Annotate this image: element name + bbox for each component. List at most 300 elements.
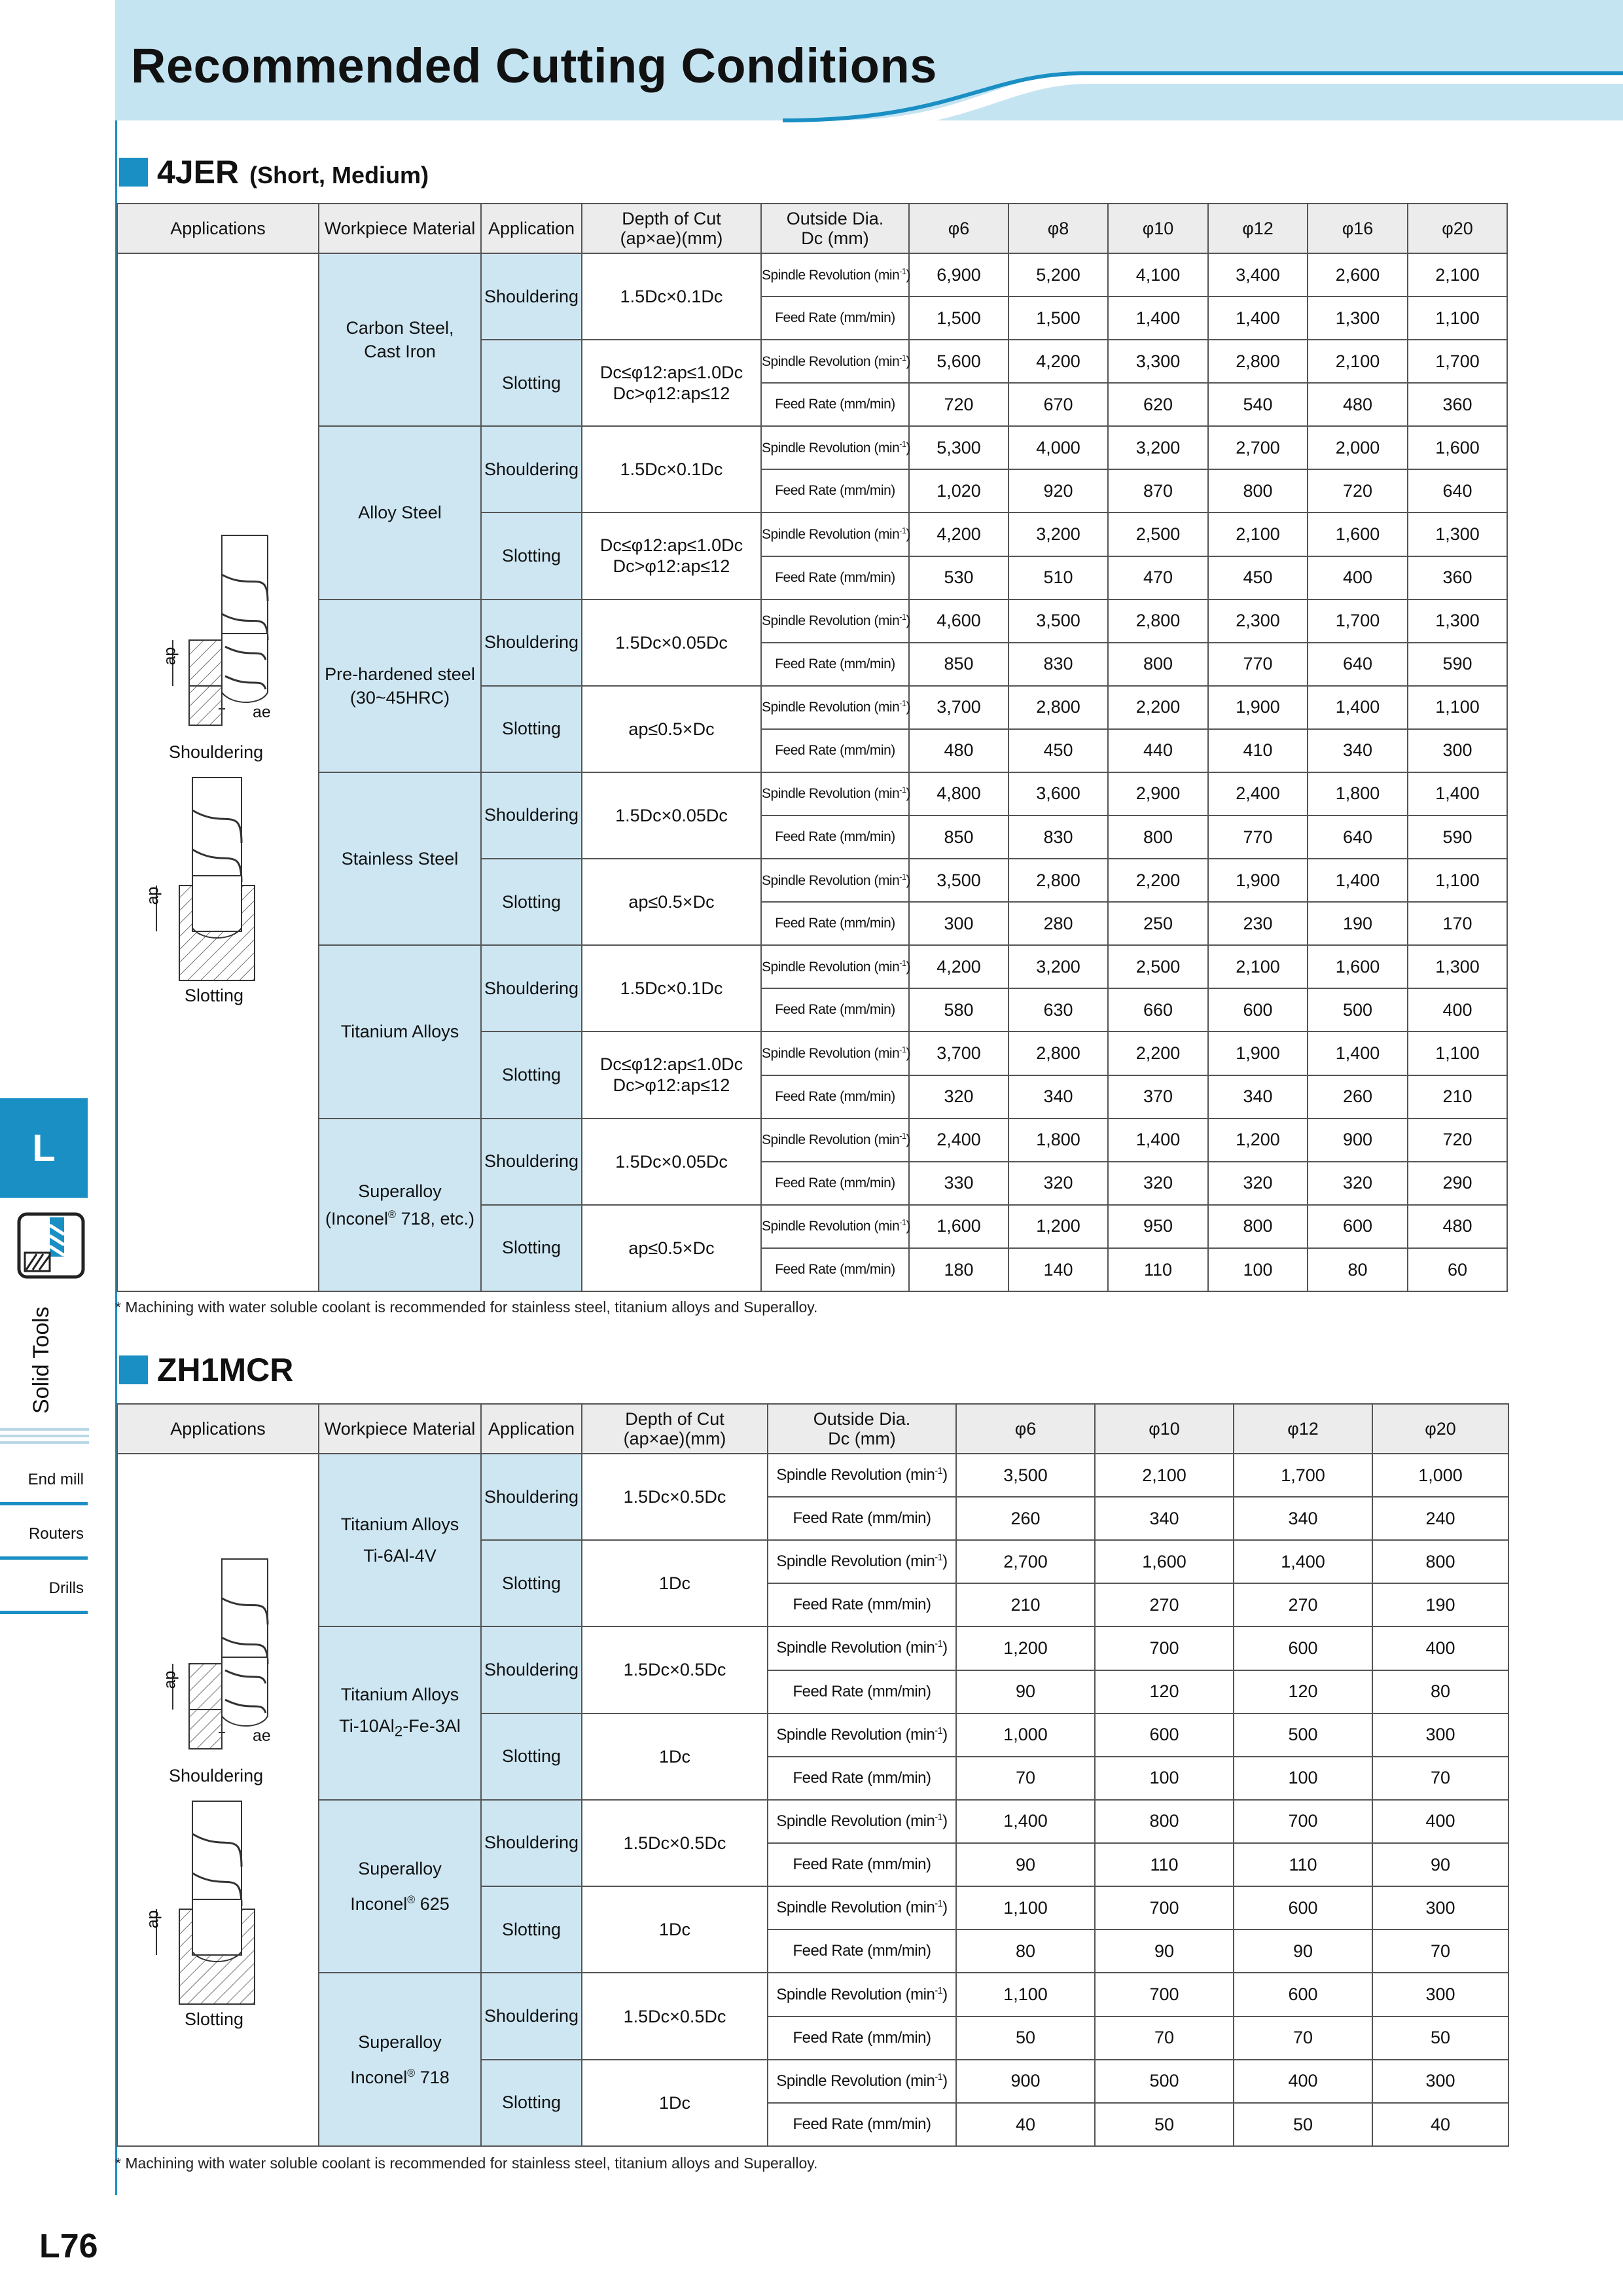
header-applications: Applications (117, 204, 319, 253)
depth-of-cut-cell (582, 512, 761, 599)
label-end: ) (942, 1639, 948, 1657)
header-diameter: φ6 (956, 1404, 1095, 1454)
spindle-value: 4,200 (909, 945, 1008, 988)
label-end: ) (906, 353, 910, 369)
spindle-value: 2,100 (1208, 512, 1308, 556)
workpiece-material-cell (319, 253, 481, 426)
ap-label: ap (143, 886, 162, 905)
material-name: Titanium Alloys (340, 1515, 459, 1535)
feed-value: 800 (1208, 469, 1308, 512)
spindle-value: 2,800 (1008, 1031, 1108, 1075)
material-name-2 (319, 1710, 480, 1747)
spindle-value: 1,400 (956, 1800, 1095, 1843)
depth-of-cut-cell: 1Dc (582, 1713, 768, 1800)
doc-line: 1.5Dc×0.1Dc (620, 287, 723, 306)
spindle-value: 600 (1234, 1886, 1372, 1929)
header-diameter: φ16 (1308, 204, 1408, 253)
header-line: Dc (mm) (828, 1429, 896, 1448)
label-text: Feed Rate (mm/min) (793, 1942, 931, 1960)
material-sup: ® (407, 1894, 416, 1907)
feed-value: 1,400 (1108, 296, 1208, 340)
label-text: Spindle Revolution (min (762, 526, 900, 542)
label-sup: -1 (935, 1639, 943, 1650)
label-text: Feed Rate (mm/min) (775, 483, 895, 499)
label-sup: -1 (899, 353, 906, 363)
spindle-value: 4,200 (909, 512, 1008, 556)
feed-rate-label (761, 1075, 909, 1119)
spindle-revolution-label (768, 1973, 956, 2016)
label-end: ) (906, 1132, 910, 1148)
label-text: Feed Rate (mm/min) (793, 1682, 931, 1700)
feed-value: 90 (1234, 1929, 1372, 1973)
feed-value: 640 (1308, 643, 1408, 686)
depth-of-cut-cell (582, 1119, 761, 1205)
ap-label: ap (143, 1910, 162, 1929)
side-label: Solid Tools (29, 1306, 54, 1414)
table-header-row (117, 1404, 1508, 1454)
spindle-revolution-label (768, 1454, 956, 1497)
material-name: Stainless Steel (341, 849, 459, 869)
spindle-revolution-label (768, 1886, 956, 1929)
feed-rate-label (761, 729, 909, 772)
label-end: ) (906, 267, 910, 283)
spindle-value: 600 (1308, 1205, 1408, 1248)
feed-value: 50 (1372, 2017, 1508, 2060)
label-end: ) (942, 1899, 948, 1917)
feed-value: 340 (1234, 1497, 1372, 1540)
header-workpiece-material: Workpiece Material (319, 204, 481, 253)
feed-value: 850 (909, 643, 1008, 686)
label-sup: -1 (935, 1899, 943, 1910)
label-sup: -1 (935, 1466, 943, 1477)
feed-value: 360 (1408, 383, 1507, 426)
spindle-value: 1,900 (1208, 1031, 1308, 1075)
feed-value: 80 (956, 1929, 1095, 1973)
feed-rate-label (768, 1757, 956, 1800)
header-depth-of-cut (582, 204, 761, 253)
spindle-value: 1,800 (1008, 1119, 1108, 1162)
label-text: Feed Rate (mm/min) (793, 1509, 931, 1527)
feed-value: 720 (1308, 469, 1408, 512)
feed-value: 850 (909, 816, 1008, 859)
label-sup: -1 (899, 439, 906, 449)
feed-value: 320 (1008, 1162, 1108, 1205)
feed-rate-label (761, 816, 909, 859)
header-applications: Applications (117, 1404, 319, 1454)
feed-value: 300 (1408, 729, 1507, 772)
material-text: (Inconel (325, 1208, 389, 1229)
feed-value: 500 (1308, 988, 1408, 1031)
header-outside-dia (761, 204, 909, 253)
label-text: Spindle Revolution (min (762, 786, 900, 802)
label-sup: -1 (899, 266, 906, 276)
spindle-value: 2,800 (1108, 600, 1208, 643)
spindle-value: 2,100 (1095, 1454, 1234, 1497)
label-sup: -1 (899, 699, 906, 709)
applications-illustrations (117, 1454, 319, 2146)
label-sup: -1 (899, 958, 906, 968)
feed-value: 360 (1408, 556, 1507, 600)
spindle-revolution-label (761, 945, 909, 988)
cutting-illustration (120, 1552, 317, 2024)
side-tab-end-mill[interactable]: End mill (0, 1454, 88, 1505)
feed-value: 320 (1108, 1162, 1208, 1205)
spindle-value: 1,600 (1308, 945, 1408, 988)
feed-value: 190 (1308, 902, 1408, 945)
feed-value: 80 (1372, 1670, 1508, 1713)
label-text: Feed Rate (mm/min) (793, 1596, 931, 1614)
spindle-value: 300 (1372, 2060, 1508, 2103)
label-end: ) (906, 613, 910, 629)
application-cell: Slotting (481, 859, 582, 945)
spindle-value: 3,500 (1008, 600, 1108, 643)
feed-value: 1,100 (1408, 296, 1507, 340)
feed-value: 600 (1208, 988, 1308, 1031)
workpiece-material-cell (319, 945, 481, 1118)
spindle-value: 500 (1234, 1713, 1372, 1757)
header-line: (ap×ae)(mm) (623, 1429, 726, 1448)
feed-value: 210 (1408, 1075, 1507, 1119)
feed-value: 770 (1208, 816, 1308, 859)
feed-value: 210 (956, 1583, 1095, 1626)
application-cell: Shouldering (481, 600, 582, 686)
feed-value: 340 (1095, 1497, 1234, 1540)
feed-value: 100 (1095, 1757, 1234, 1800)
section-zh1mcr-heading (119, 1351, 293, 1389)
material-name: Titanium Alloys (340, 1022, 459, 1042)
feed-value: 180 (909, 1248, 1008, 1291)
label-end: ) (906, 440, 910, 456)
coolant-note: * Machining with water soluble coolant is recommended for stainless steel, titanium alloys and Superalloy. (115, 2155, 818, 2172)
spindle-value: 300 (1372, 1713, 1508, 1757)
spindle-value: 1,600 (1095, 1540, 1234, 1583)
spindle-value: 1,100 (956, 1973, 1095, 2016)
header-diameter: φ20 (1408, 204, 1507, 253)
header-application: Application (481, 1404, 582, 1454)
application-cell: Slotting (481, 686, 582, 772)
page-number: L76 (39, 2227, 98, 2265)
spindle-value: 1,600 (1408, 426, 1507, 469)
spindle-revolution-label (761, 426, 909, 469)
feed-value: 480 (1308, 383, 1408, 426)
doc-line: 1.5Dc×0.05Dc (615, 632, 728, 653)
spindle-value: 4,100 (1108, 253, 1208, 296)
header-diameter: φ12 (1234, 1404, 1372, 1454)
material-text: Ti-10Al (339, 1716, 395, 1736)
workpiece-material-cell (319, 1626, 481, 1800)
material-name: Superalloy (358, 2032, 442, 2052)
material-sub: 2 (394, 1723, 403, 1740)
feed-value: 830 (1008, 816, 1108, 859)
feed-value: 640 (1408, 469, 1507, 512)
label-text: Spindle Revolution (min (776, 1985, 935, 2003)
feed-rate-label (768, 2017, 956, 2060)
header-diameter: φ12 (1208, 204, 1308, 253)
depth-of-cut-cell (582, 253, 761, 340)
spindle-value: 3,200 (1008, 512, 1108, 556)
workpiece-material-cell (319, 1454, 481, 1626)
page-title: Recommended Cutting Conditions (131, 39, 937, 93)
application-cell: Shouldering (481, 1973, 582, 2059)
feed-value: 800 (1108, 643, 1208, 686)
spindle-value: 4,800 (909, 772, 1008, 816)
section-subtitle: (Short, Medium) (249, 162, 429, 188)
spindle-revolution-label (761, 512, 909, 556)
feed-value: 270 (1234, 1583, 1372, 1626)
application-cell: Slotting (481, 340, 582, 426)
label-end: ) (942, 1725, 948, 1744)
feed-value: 720 (909, 383, 1008, 426)
shouldering-label: Shouldering (169, 1766, 264, 1785)
feed-value: 620 (1108, 383, 1208, 426)
spindle-value: 2,700 (1208, 426, 1308, 469)
doc-line: ap≤0.5×Dc (628, 1238, 715, 1258)
spindle-value: 1,200 (956, 1626, 1095, 1670)
spindle-value: 3,300 (1108, 340, 1208, 383)
label-text: Feed Rate (mm/min) (775, 656, 895, 672)
section-marker (119, 158, 148, 187)
feed-value: 110 (1095, 1843, 1234, 1886)
spindle-value: 3,500 (909, 859, 1008, 902)
label-text: Spindle Revolution (min (776, 1725, 935, 1744)
feed-value: 330 (909, 1162, 1008, 1205)
label-text: Feed Rate (mm/min) (793, 1856, 931, 1874)
coolant-note: * Machining with water soluble coolant is recommended for stainless steel, titanium alloys and Superalloy. (115, 1299, 818, 1316)
feed-value: 540 (1208, 383, 1308, 426)
label-text: Spindle Revolution (min (762, 353, 900, 369)
feed-value: 70 (956, 1757, 1095, 1800)
spindle-value: 800 (1372, 1540, 1508, 1583)
feed-value: 440 (1108, 729, 1208, 772)
spindle-value: 800 (1208, 1205, 1308, 1248)
spindle-value: 5,300 (909, 426, 1008, 469)
feed-value: 920 (1008, 469, 1108, 512)
depth-of-cut-cell (582, 426, 761, 512)
feed-value: 90 (1372, 1843, 1508, 1886)
header-line: (ap×ae)(mm) (620, 228, 723, 248)
label-text: Spindle Revolution (min (762, 613, 900, 629)
label-text: Spindle Revolution (min (776, 1466, 935, 1484)
feed-value: 70 (1234, 2017, 1372, 2060)
feed-rate-label (761, 296, 909, 340)
feed-value: 480 (909, 729, 1008, 772)
spindle-value: 1,400 (1108, 1119, 1208, 1162)
feed-value: 1,500 (909, 296, 1008, 340)
spindle-revolution-label (761, 340, 909, 383)
side-stripes (0, 1428, 89, 1448)
material-sup: ® (388, 1208, 396, 1221)
feed-rate-label (768, 1497, 956, 1540)
feed-value: 100 (1234, 1757, 1372, 1800)
doc-line: Dc>φ12:ap≤12 (613, 556, 730, 577)
label-sup: -1 (899, 872, 906, 882)
label-end: ) (906, 786, 910, 802)
label-sup: -1 (899, 613, 906, 622)
feed-value: 320 (1308, 1162, 1408, 1205)
section-marker (119, 1355, 148, 1384)
applications-illustrations (117, 253, 319, 1291)
depth-of-cut-cell (582, 945, 761, 1031)
spindle-value: 1,000 (956, 1713, 1095, 1757)
header-diameter: φ8 (1008, 204, 1108, 253)
feed-value: 230 (1208, 902, 1308, 945)
spindle-value: 1,900 (1208, 859, 1308, 902)
feed-value: 450 (1008, 729, 1108, 772)
material-name: Superalloy (358, 1181, 442, 1201)
label-sup: -1 (899, 526, 906, 535)
feed-value: 60 (1408, 1248, 1507, 1291)
section-model: 4JER (157, 154, 240, 190)
label-end: ) (906, 872, 910, 888)
doc-line: 1.5Dc×0.1Dc (620, 978, 723, 999)
spindle-value: 1,100 (1408, 1031, 1507, 1075)
material-text: Ti-6Al-4V (363, 1546, 437, 1566)
header-diameter: φ20 (1372, 1404, 1508, 1454)
spindle-value: 1,200 (1208, 1119, 1308, 1162)
spindle-value: 1,400 (1308, 686, 1408, 729)
label-end: ) (906, 700, 910, 715)
label-end: ) (942, 1552, 948, 1571)
feed-value: 1,500 (1008, 296, 1108, 340)
label-sup: -1 (899, 785, 906, 795)
slotting-tool-icon (156, 1801, 255, 2004)
label-text: Spindle Revolution (min (762, 700, 900, 715)
spindle-value: 2,200 (1108, 686, 1208, 729)
material-name: Titanium Alloys (340, 1685, 459, 1705)
shouldering-tool-icon (173, 535, 268, 725)
doc-line: Dc>φ12:ap≤12 (613, 1075, 730, 1096)
spindle-revolution-label (761, 859, 909, 902)
material-name: Superalloy (358, 1859, 442, 1879)
spindle-revolution-label (761, 1119, 909, 1162)
label-sup: -1 (935, 1552, 943, 1564)
material-text: Cast Iron (364, 342, 436, 362)
spindle-value: 1,100 (956, 1886, 1095, 1929)
table-row (117, 426, 1507, 469)
feed-value: 670 (1008, 383, 1108, 426)
spindle-revolution-label (768, 2060, 956, 2103)
spindle-value: 2,400 (1208, 772, 1308, 816)
feed-value: 120 (1234, 1670, 1372, 1713)
spindle-revolution-label (768, 1626, 956, 1670)
feed-value: 290 (1408, 1162, 1507, 1205)
feed-value: 50 (1234, 2103, 1372, 2146)
feed-value: 770 (1208, 643, 1308, 686)
feed-value: 1,020 (909, 469, 1008, 512)
spindle-revolution-label (761, 686, 909, 729)
spindle-value: 1,800 (1308, 772, 1408, 816)
spindle-revolution-label (761, 1031, 909, 1075)
spindle-value: 3,200 (1108, 426, 1208, 469)
feed-value: 370 (1108, 1075, 1208, 1119)
spindle-value: 1,400 (1408, 772, 1507, 816)
label-text: Feed Rate (mm/min) (775, 1088, 895, 1104)
spindle-value: 500 (1095, 2060, 1234, 2103)
spindle-value: 400 (1372, 1800, 1508, 1843)
side-tab-routers[interactable]: Routers (0, 1509, 88, 1560)
depth-of-cut-cell: 1.5Dc×0.5Dc (582, 1973, 768, 2059)
label-text: Spindle Revolution (min (776, 1812, 935, 1830)
label-end: ) (942, 1985, 948, 2003)
depth-of-cut-cell (582, 1205, 761, 1291)
feed-value: 340 (1008, 1075, 1108, 1119)
side-tab-drills[interactable]: Drills (0, 1563, 88, 1614)
doc-line: ap≤0.5×Dc (628, 719, 715, 739)
spindle-value: 1,600 (1308, 512, 1408, 556)
spindle-value: 700 (1095, 1626, 1234, 1670)
spindle-value: 800 (1095, 1800, 1234, 1843)
slotting-label: Slotting (185, 986, 244, 1005)
spindle-value: 5,600 (909, 340, 1008, 383)
spindle-revolution-label (761, 600, 909, 643)
feed-value: 80 (1308, 1248, 1408, 1291)
spindle-value: 2,600 (1308, 253, 1408, 296)
spindle-value: 1,300 (1408, 512, 1507, 556)
feed-value: 40 (956, 2103, 1095, 2146)
material-text: Inconel (350, 2067, 408, 2087)
spindle-value: 2,100 (1408, 253, 1507, 296)
feed-value: 280 (1008, 902, 1108, 945)
spindle-value: 2,400 (909, 1119, 1008, 1162)
spindle-value: 480 (1408, 1205, 1507, 1248)
doc-line: 1.5Dc×0.05Dc (615, 1151, 728, 1172)
feed-value: 590 (1408, 816, 1507, 859)
label-text: Spindle Revolution (min (762, 872, 900, 888)
header-line: Depth of Cut (625, 1409, 724, 1429)
spindle-value: 720 (1408, 1119, 1507, 1162)
label-text: Feed Rate (mm/min) (775, 1002, 895, 1018)
spindle-value: 1,700 (1308, 600, 1408, 643)
header-application: Application (481, 204, 582, 253)
chapter-tab[interactable]: L (0, 1098, 88, 1198)
header-diameter: φ6 (909, 204, 1008, 253)
table-row (117, 945, 1507, 988)
depth-of-cut-cell (582, 600, 761, 686)
spindle-value: 3,400 (1208, 253, 1308, 296)
feed-value: 120 (1095, 1670, 1234, 1713)
header-outside-dia (768, 1404, 956, 1454)
spindle-value: 2,000 (1308, 426, 1408, 469)
doc-line: Dc>φ12:ap≤12 (613, 384, 730, 404)
illustration-wrap (118, 254, 318, 1291)
feed-value: 300 (909, 902, 1008, 945)
application-cell: Shouldering (481, 253, 582, 340)
feed-value: 340 (1208, 1075, 1308, 1119)
feed-rate-label (768, 1843, 956, 1886)
workpiece-material-cell (319, 1973, 481, 2146)
label-sup: -1 (935, 1985, 943, 1996)
spindle-value: 1,700 (1408, 340, 1507, 383)
application-cell: Shouldering (481, 772, 582, 859)
table-header-row (117, 204, 1507, 253)
material-name-2 (319, 1884, 480, 1920)
material-sup: ® (407, 2067, 416, 2079)
label-end: ) (906, 526, 910, 542)
doc-line: ap≤0.5×Dc (628, 892, 715, 912)
feed-value: 170 (1408, 902, 1507, 945)
feed-value: 1,400 (1208, 296, 1308, 340)
feed-value: 410 (1208, 729, 1308, 772)
application-cell: Shouldering (481, 1119, 582, 1205)
label-text: Spindle Revolution (min (762, 267, 900, 283)
feed-rate-label (768, 1583, 956, 1626)
material-text: 718, etc.) (395, 1208, 475, 1229)
application-cell: Slotting (481, 1205, 582, 1291)
spindle-value: 2,100 (1308, 340, 1408, 383)
feed-value: 1,300 (1308, 296, 1408, 340)
feed-value: 400 (1408, 988, 1507, 1031)
feed-value: 510 (1008, 556, 1108, 600)
